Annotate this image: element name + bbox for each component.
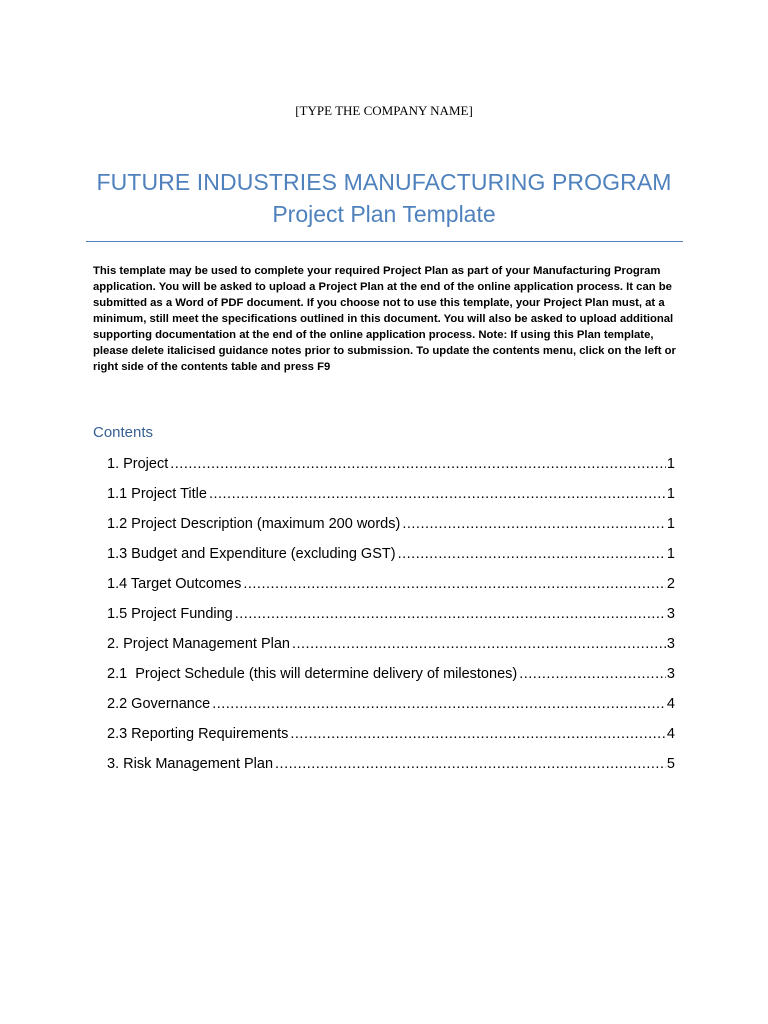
toc-dot-leader [402,512,666,536]
table-of-contents [107,452,675,782]
toc-entry-page: 5 [666,756,675,772]
toc-entry-page: 3 [666,606,675,622]
toc-entry[interactable] [107,692,675,722]
toc-entry-page: 3 [666,636,675,652]
title-divider [86,241,683,242]
toc-entry-label: 2.1 Project Schedule (this will determine delivery of milestones) [107,666,518,682]
toc-entry-label: 2.2 Governance [107,696,211,712]
toc-entry-label: 2.3 Reporting Requirements [107,726,289,742]
toc-dot-leader [235,602,666,626]
toc-dot-leader [519,662,666,686]
toc-dot-leader [209,482,666,506]
toc-entry-label: 1.3 Budget and Expenditure (excluding GST) [107,546,396,562]
toc-entry[interactable] [107,482,675,512]
toc-entry-page: 1 [666,516,675,532]
toc-entry-label: 2. Project Management Plan [107,636,290,652]
toc-entry[interactable] [107,752,675,782]
toc-entry[interactable] [107,602,675,632]
toc-entry[interactable] [107,662,675,692]
toc-entry[interactable] [107,512,675,542]
toc-entry[interactable] [107,542,675,572]
toc-entry-page: 1 [666,486,675,502]
company-name-placeholder: [TYPE THE COMPANY NAME] [295,103,473,118]
toc-entry-label: 1.1 Project Title [107,486,207,502]
toc-entry-label: 1. Project [107,456,169,472]
toc-entry-page: 4 [666,726,675,742]
toc-dot-leader [290,722,666,746]
toc-entry-page: 3 [666,666,675,682]
toc-dot-leader [170,452,666,476]
toc-dot-leader [212,692,666,716]
toc-dot-leader [275,752,666,776]
toc-entry-label: 1.4 Target Outcomes [107,576,242,592]
toc-entry-label: 3. Risk Management Plan [107,756,274,772]
toc-entry-page: 2 [666,576,675,592]
toc-dot-leader [398,542,666,566]
toc-entry[interactable] [107,632,675,662]
toc-entry[interactable] [107,722,675,752]
toc-entry-page: 1 [666,456,675,472]
toc-dot-leader [243,572,666,596]
toc-entry[interactable] [107,452,675,482]
toc-entry[interactable] [107,572,675,602]
toc-entry-label: 1.5 Project Funding [107,606,233,622]
document-subtitle: Project Plan Template [272,201,496,227]
intro-paragraph: This template may be used to complete your required Project Plan as part of your Manufacturing Program application. You will be asked to upload a Project Plan at the end of the online application process. It can be submitted as a Word of PDF document. If you choose not to use this template, your Project Plan must, at a minimum, still meet the specifications outlined in this document. You will also be asked to upload additional supporting documentation at the end of the online application process. Note: If using this Plan template, please delete italicised guidance notes prior to submission. To update the contents menu, click on the left or right side of the contents table and press F9 [93,265,676,373]
toc-entry-page: 4 [666,696,675,712]
toc-dot-leader [292,632,666,656]
toc-entry-label: 1.2 Project Description (maximum 200 words) [107,516,401,532]
contents-heading: Contents [93,424,154,441]
toc-entry-page: 1 [666,546,675,562]
document-title: FUTURE INDUSTRIES MANUFACTURING PROGRAM [96,169,672,195]
